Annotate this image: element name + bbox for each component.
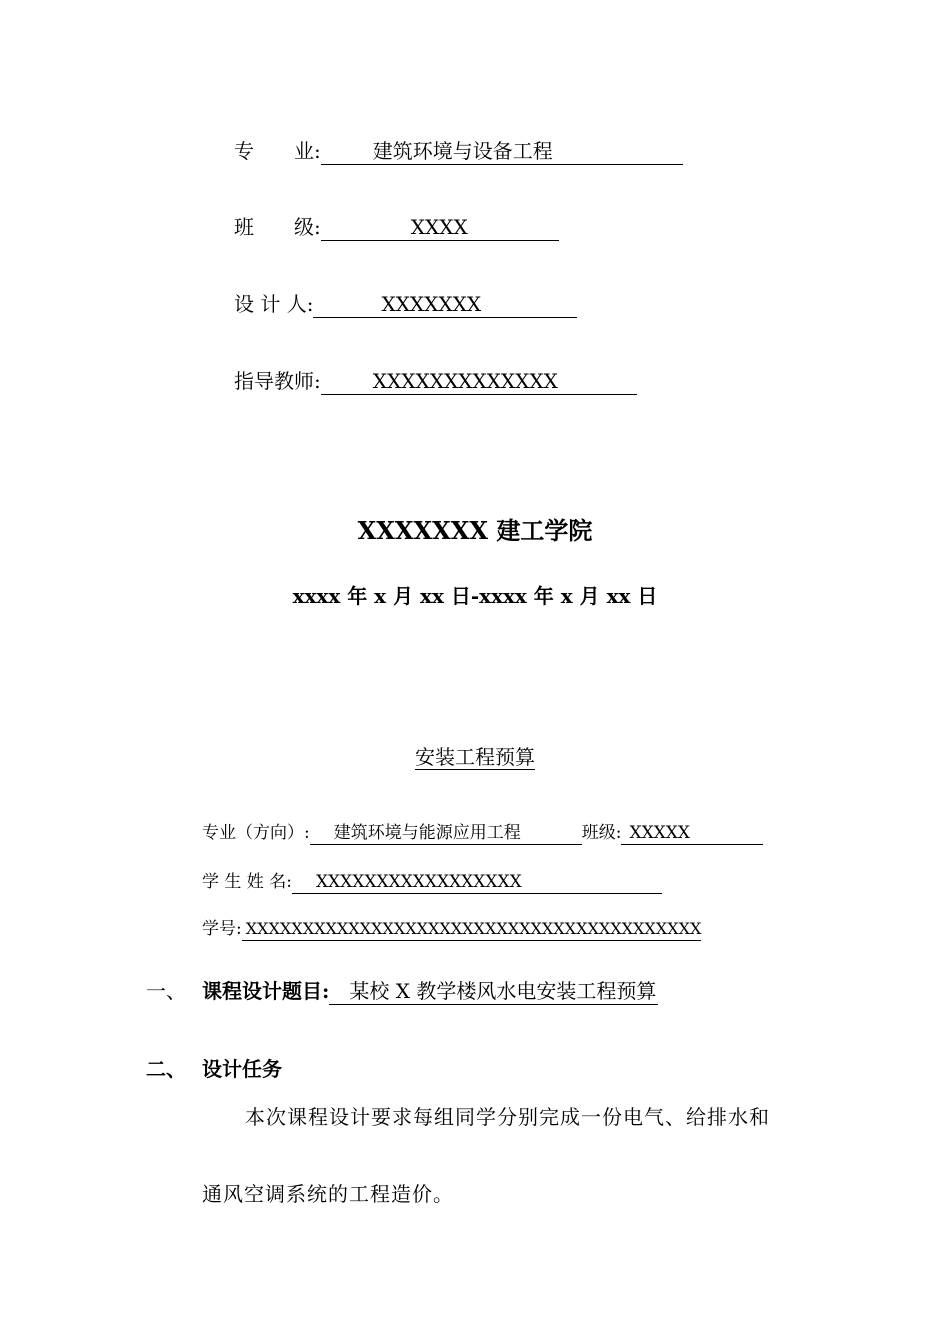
report-id-label: 学号: bbox=[202, 919, 242, 939]
college-title: XXXXXXX 建工学院 bbox=[357, 516, 593, 545]
designer-value: XXXXXXX bbox=[313, 291, 577, 318]
major-row bbox=[234, 138, 683, 165]
major-value: 建筑环境与设备工程 bbox=[321, 138, 683, 165]
advisor-label: 指导教师: bbox=[234, 369, 321, 393]
major-label: 专 业: bbox=[234, 139, 321, 163]
report-class-label: 班级: bbox=[581, 823, 622, 843]
class-value: XXXX bbox=[321, 214, 559, 241]
report-title-wrap bbox=[0, 745, 950, 770]
report-name-label: 学 生 姓 名: bbox=[202, 872, 292, 892]
report-id-row bbox=[202, 918, 701, 941]
date-range: xxxx 年 x 月 xx 日-xxxx 年 x 月 xx 日 bbox=[292, 584, 658, 608]
report-major-label: 专业（方向）: bbox=[202, 823, 310, 843]
section-1-heading: 课程设计题目: bbox=[202, 979, 330, 1003]
report-major-value: 建筑环境与能源应用工程 bbox=[310, 822, 582, 845]
report-title: 安装工程预算 bbox=[415, 745, 535, 769]
class-label: 班 级: bbox=[234, 215, 321, 239]
body-line-1: 本次课程设计要求每组同学分别完成一份电气、给排水和 bbox=[245, 1105, 770, 1129]
designer-label: 设 计 人: bbox=[234, 292, 314, 316]
section-1-number: 一、 bbox=[146, 979, 186, 1003]
class-row bbox=[234, 214, 559, 241]
section-2-heading: 设计任务 bbox=[202, 1057, 282, 1081]
advisor-row bbox=[234, 368, 637, 395]
report-name-row bbox=[202, 871, 662, 894]
designer-row bbox=[234, 291, 577, 318]
advisor-value: XXXXXXXXXXXXX bbox=[321, 368, 637, 395]
section-1-row bbox=[202, 978, 658, 1005]
report-id-value: XXXXXXXXXXXXXXXXXXXXXXXXXXXXXXXXXXXXXXXX bbox=[242, 918, 702, 941]
report-major-row bbox=[202, 822, 763, 845]
report-class-value: XXXXX bbox=[621, 822, 763, 845]
report-name-value: XXXXXXXXXXXXXXXXX bbox=[292, 871, 662, 894]
section-2-number: 二、 bbox=[146, 1057, 186, 1081]
body-line-2: 通风空调系统的工程造价。 bbox=[202, 1182, 454, 1206]
section-1-value: 某校 X 教学楼风水电安装工程预算 bbox=[329, 978, 658, 1005]
